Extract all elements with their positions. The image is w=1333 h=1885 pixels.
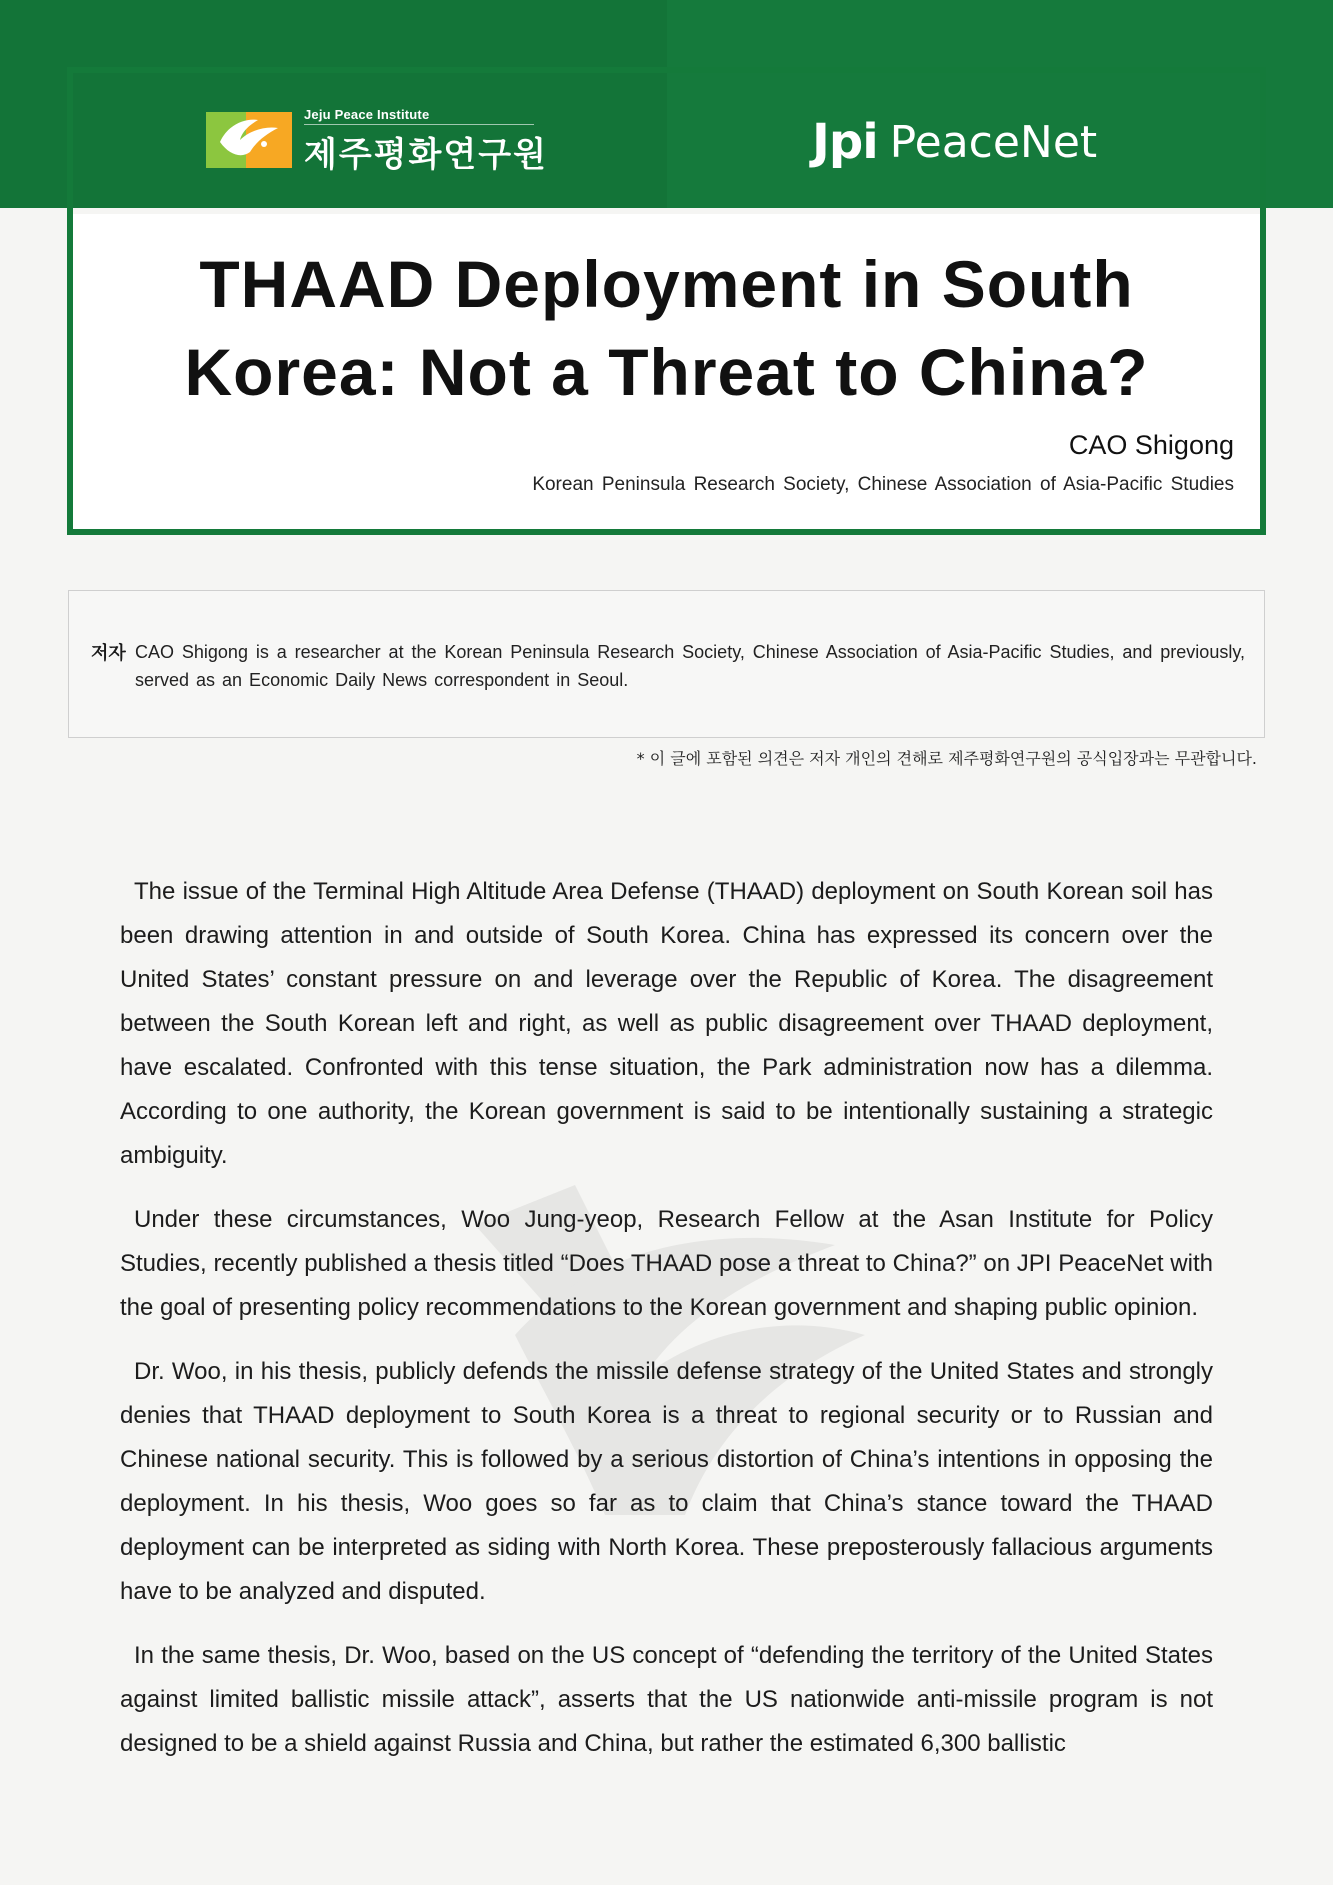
title-line-2: Korea: Not a Threat to China? [184, 335, 1149, 409]
author-bio-box [68, 590, 1265, 738]
dove-logo-icon [206, 108, 296, 174]
bio-label: 저자 [91, 643, 126, 664]
article-body [120, 870, 1213, 1786]
institute-name-ko: 제주평화연구원 [304, 134, 548, 175]
jeju-peace-institute-logo [206, 108, 548, 174]
author-name: CAO Shigong [1068, 430, 1234, 460]
institute-name-en: Jeju Peace Institute [304, 107, 534, 125]
body-paragraph-1: The issue of the Terminal High Altitude Area Defense (THAAD) deployment on South Korean soil has been drawing attention in and outside of South Korea. China has expressed its concern over the United States’ constant pressure on and leverage over the Republic of Korea. The disagreement between the South Korean left and right, as well as public disagreement over THAAD deployment, have escalated. Confronted with this tense situation, the Park administration now has a dilemma. According to one authority, the Korean government is said to be intentionally sustaining a strategic ambiguity. [120, 878, 1213, 1169]
body-paragraph-4: In the same thesis, Dr. Woo, based on the US concept of “defending the territory of the United States against limited ballistic missile attack”, asserts that the US nationwide anti-missile program is not designed to be a shield against Russia and China, but rather the estimated 6,300 ballistic [120, 1642, 1213, 1757]
jpi-peacenet-logo [812, 112, 1097, 172]
bio-text: CAO Shigong is a researcher at the Korean Peninsula Research Society, Chinese Association of Asia-Pacific Studies, and previously, served as an Economic Daily News correspondent in Seoul. [135, 642, 1245, 690]
body-paragraph-2: Under these circumstances, Woo Jung-yeop, Research Fellow at the Asan Institute for Policy Studies, recently published a thesis titled “Does THAAD pose a threat to China?” on JPI PeaceNet with the goal of presenting policy recommendations to the Korean government and shaping public opinion. [120, 1206, 1213, 1321]
disclaimer-note: * 이 글에 포함된 의견은 저자 개인의 견해로 제주평화연구원의 공식입장과는 무관합니다. [636, 749, 1257, 768]
article-title [120, 240, 1213, 416]
peacenet-wordmark: PeaceNet [889, 116, 1098, 168]
title-line-1: THAAD Deployment in South [199, 247, 1134, 321]
body-paragraph-3: Dr. Woo, in his thesis, publicly defends the missile defense strategy of the United States and strongly denies that THAAD deployment to South Korea is a threat to regional security or to Russian and Chinese national security. This is followed by a serious distortion of China’s intentions in opposing the deployment. In his thesis, Woo goes so far as to claim that China’s stance toward the THAAD deployment can be interpreted as siding with North Korea. These preposterously fallacious arguments have to be analyzed and disputed. [120, 1358, 1213, 1605]
jpi-wordmark: Jpi [812, 114, 878, 170]
author-affiliation: Korean Peninsula Research Society, Chinese Association of Asia-Pacific Studies [532, 474, 1234, 495]
